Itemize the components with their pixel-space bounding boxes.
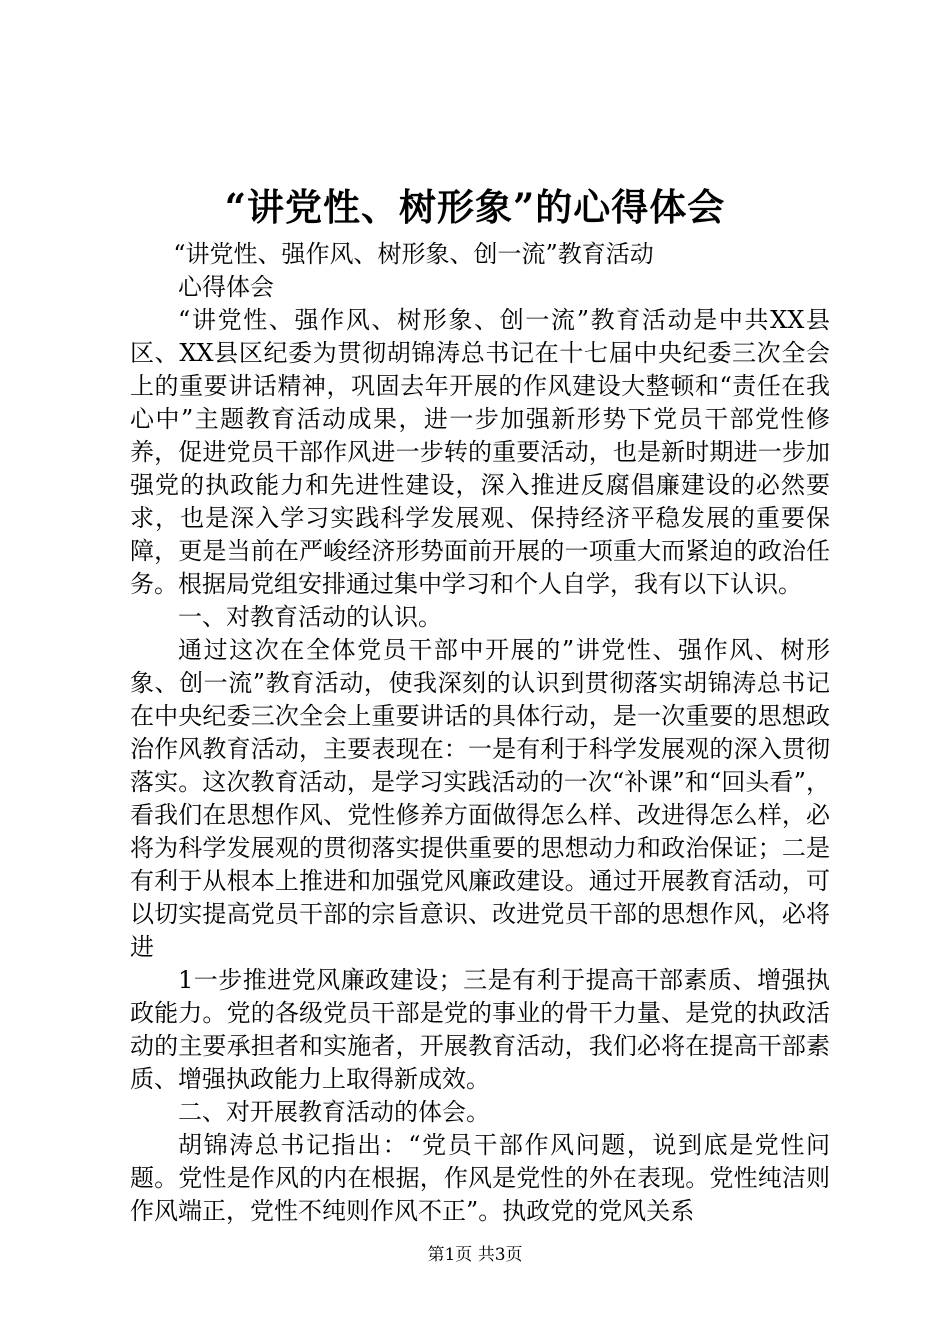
section-heading-2: 二、对开展教育活动的体会。 [178, 1098, 490, 1126]
paragraph-section-1: 通过这次在全体党员干部中开展的”讲党性、强作风、树形象、创一流”教育活动，使我深刻的认识到贯彻落实胡锦涛总书记在中央纪委三次全会上重要讲话的具体行动，是一次重要的思想政治作风教育活动，主要表现在：一是有利于科学发展观的深入贯彻落实。这次教育活动，是学习实践活动的一次“补课”和“回头看”，看我们在思想作风、党性修养方面做得怎么样、改进得怎么样，必将为科学发展观的贯彻落实提供重要的思想动力和政治保证；二是有利于从根本上推进和加强党风廉政建设。通过开展教育活动，可以切实提高党员干部的宗旨意识、改进党员干部的思想作风，必将进 [130, 636, 830, 961]
section-heading-1: 一、对教育活动的认识。 [178, 603, 442, 631]
document-title: “讲党性、树形象”的心得体会 [224, 185, 726, 229]
subtitle-line-1: “讲党性、强作风、树形象、创一流”教育活动 [173, 240, 654, 268]
page-number-footer: 第1页 共3页 [427, 1245, 523, 1265]
document-body [130, 238, 830, 1228]
subtitle-line-2: 心得体会 [178, 273, 274, 301]
paragraph-intro: “讲党性、强作风、树形象、创一流”教育活动是中共XX县区、XX县区纪委为贯彻胡锦涛总书记在十七届中央纪委三次全会上的重要讲话精神，巩固去年开展的作风建设大整顿和“责任在我心中”主题教育活动成果，进一步加强新形势下党员干部党性修养，促进党员干部作风进一步转的重要活动，也是新时期进一步加强党的执政能力和先进性建设，深入推进反腐倡廉建设的必然要求，也是深入学习实践科学发展观、保持经济平稳发展的重要保障，更是当前在严峻经济形势面前开展的一项重大而紧迫的政治任务。根据局党组安排通过集中学习和个人自学，我有以下认识。 [130, 306, 830, 598]
paragraph-section-2: 胡锦涛总书记指出：“党员干部作风问题，说到底是党性问题。党性是作风的内在根据，作风是党性的外在表现。党性纯洁则作风端正，党性不纯则作风不正”。执政党的党风关系 [130, 1131, 830, 1225]
paragraph-section-1-cont: 1一步推进党风廉政建设；三是有利于提高干部素质、增强执政能力。党的各级党员干部是党的事业的骨干力量、是党的执政活动的主要承担者和实施者，开展教育活动，我们必将在提高干部素质、增强执政能力上取得新成效。 [130, 966, 830, 1093]
